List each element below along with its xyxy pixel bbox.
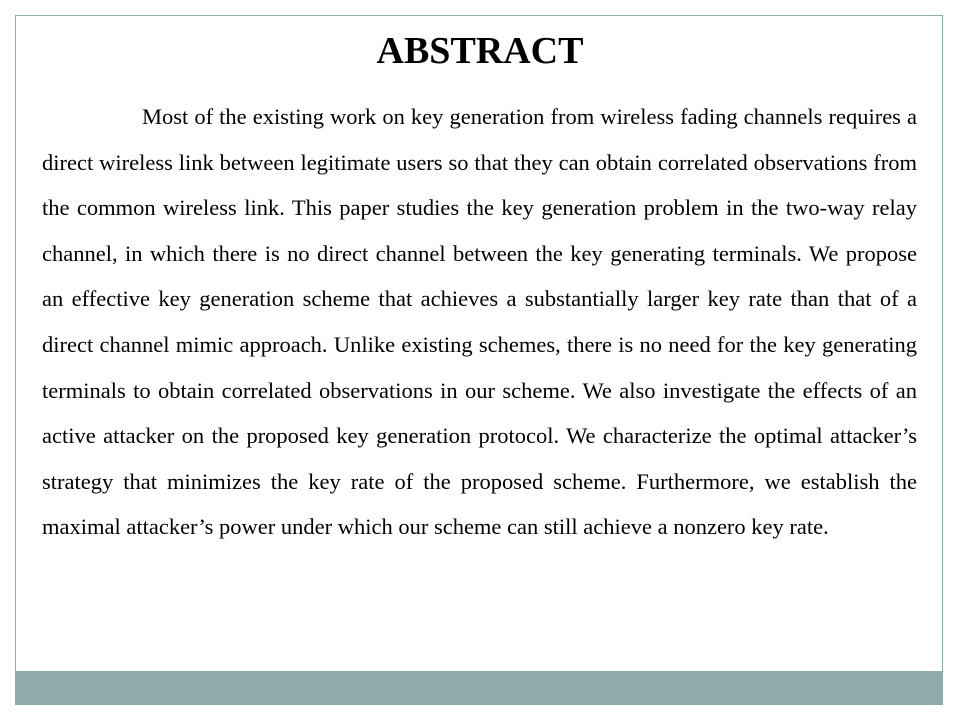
slide-title: ABSTRACT: [376, 30, 584, 72]
abstract-body: Most of the existing work on key generation from wireless fading channels requires a direct wireless link between legitimate users so that they can obtain correlated observations from the common wireless link. This paper studies the key generation problem in the two-way relay channel, in which there is no direct channel between the key generating terminals. We propose an effective key generation scheme that achieves a substantially larger key rate than that of a direct channel mimic approach. Unlike existing schemes, there is no need for the key generating terminals to obtain correlated observations in our scheme. We also investigate the effects of an active attacker on the proposed key generation protocol. We characterize the optimal attacker’s strategy that minimizes the key rate of the proposed scheme. Furthermore, we establish the maximal attacker’s power under which our scheme can still achieve a nonzero key rate.: [42, 104, 917, 540]
footer-band: [15, 671, 943, 705]
